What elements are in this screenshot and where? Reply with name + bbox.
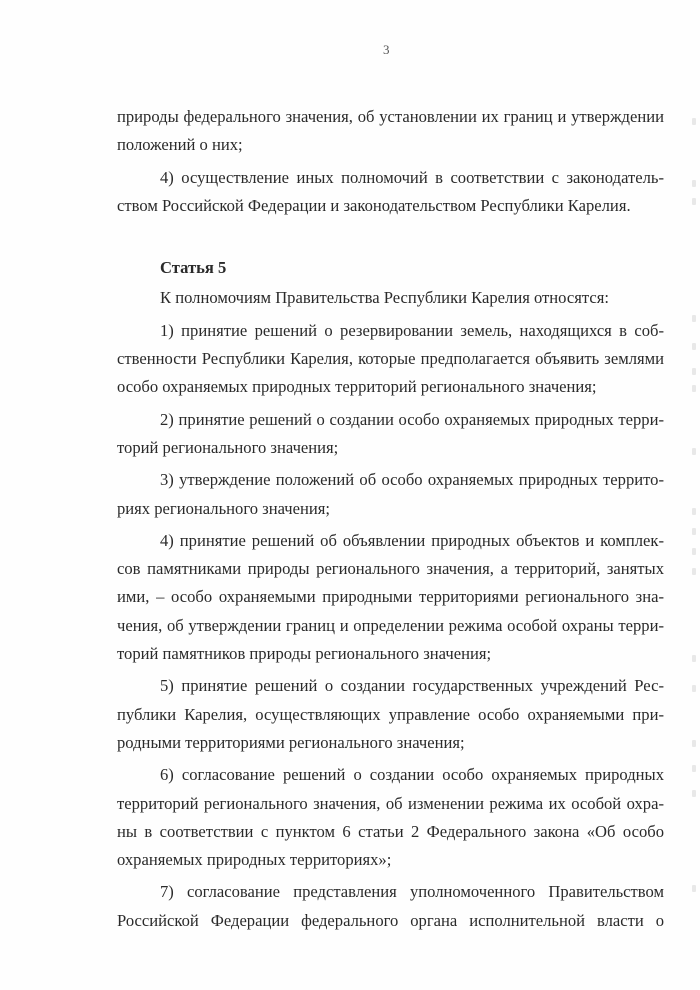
- article-item-3: 3) утверждение положений об особо охраняемых природных территориях регионального значения;: [117, 470, 664, 518]
- article-intro: К полномочиям Правительства Республики Карелия относятся:: [160, 288, 609, 308]
- article-item-5: 5) принятие решений о создании государственных учреждений Республики Карелия, осуществляющих управление особо охраняемыми природными территориями регионального значения;: [117, 676, 664, 752]
- scan-mark: [692, 343, 696, 350]
- scan-mark: [692, 118, 696, 125]
- scan-mark: [692, 790, 696, 797]
- article-item-4: 4) принятие решений об объявлении природных объектов и комплексов памятниками природы регионального значения, а территорий, занятых ими, – особо охраняемыми природными территориями регионального значения, об утверждении границ и определении режима особой охраны территорий памятников природы регионального значения;: [117, 530, 664, 664]
- scan-mark: [692, 315, 696, 322]
- scan-mark: [692, 685, 696, 692]
- scan-mark: [692, 740, 696, 747]
- scan-mark: [692, 765, 696, 772]
- scan-mark: [692, 385, 696, 392]
- scan-mark: [692, 548, 696, 555]
- article-item-2: 2) принятие решений о создании особо охраняемых природных территорий регионального значения;: [117, 409, 664, 457]
- scan-mark: [692, 528, 696, 535]
- article-item-7: 7) согласование представления уполномоченного Правительством Российской Федерации федерального органа исполнительной власти о: [117, 882, 664, 930]
- scan-mark: [692, 198, 696, 205]
- continuation-paragraph: природы федерального значения, об установлении их границ и утверждении положений о них;: [117, 107, 664, 155]
- scan-mark: [692, 655, 696, 662]
- scan-mark: [692, 368, 696, 375]
- article-item-6: 6) согласование решений о создании особо охраняемых природных территорий регионального значения, об изменении режима их особой охраны в соответствии с пунктом 6 статьи 2 Федерального закона «Об особо охраняемых природных территориях»;: [117, 765, 664, 870]
- scan-bleed-through: [692, 0, 698, 990]
- document-body: [117, 103, 664, 935]
- page-number: 3: [383, 42, 390, 57]
- scan-mark: [692, 885, 696, 892]
- scan-mark: [692, 508, 696, 515]
- article-item-1: 1) принятие решений о резервировании земель, находящихся в собственности Республики Карелия, которые предполагается объявить землями особо охраняемых природных территорий регионального значения;: [117, 320, 664, 397]
- article-heading: Статья 5: [160, 258, 227, 278]
- list-item-4-previous-article: 4) осуществление иных полномочий в соответствии с законодательством Российской Федерации и законодательством Республики Карелия.: [117, 167, 664, 215]
- scan-mark: [692, 180, 696, 187]
- scan-mark: [692, 568, 696, 575]
- scan-mark: [692, 448, 696, 455]
